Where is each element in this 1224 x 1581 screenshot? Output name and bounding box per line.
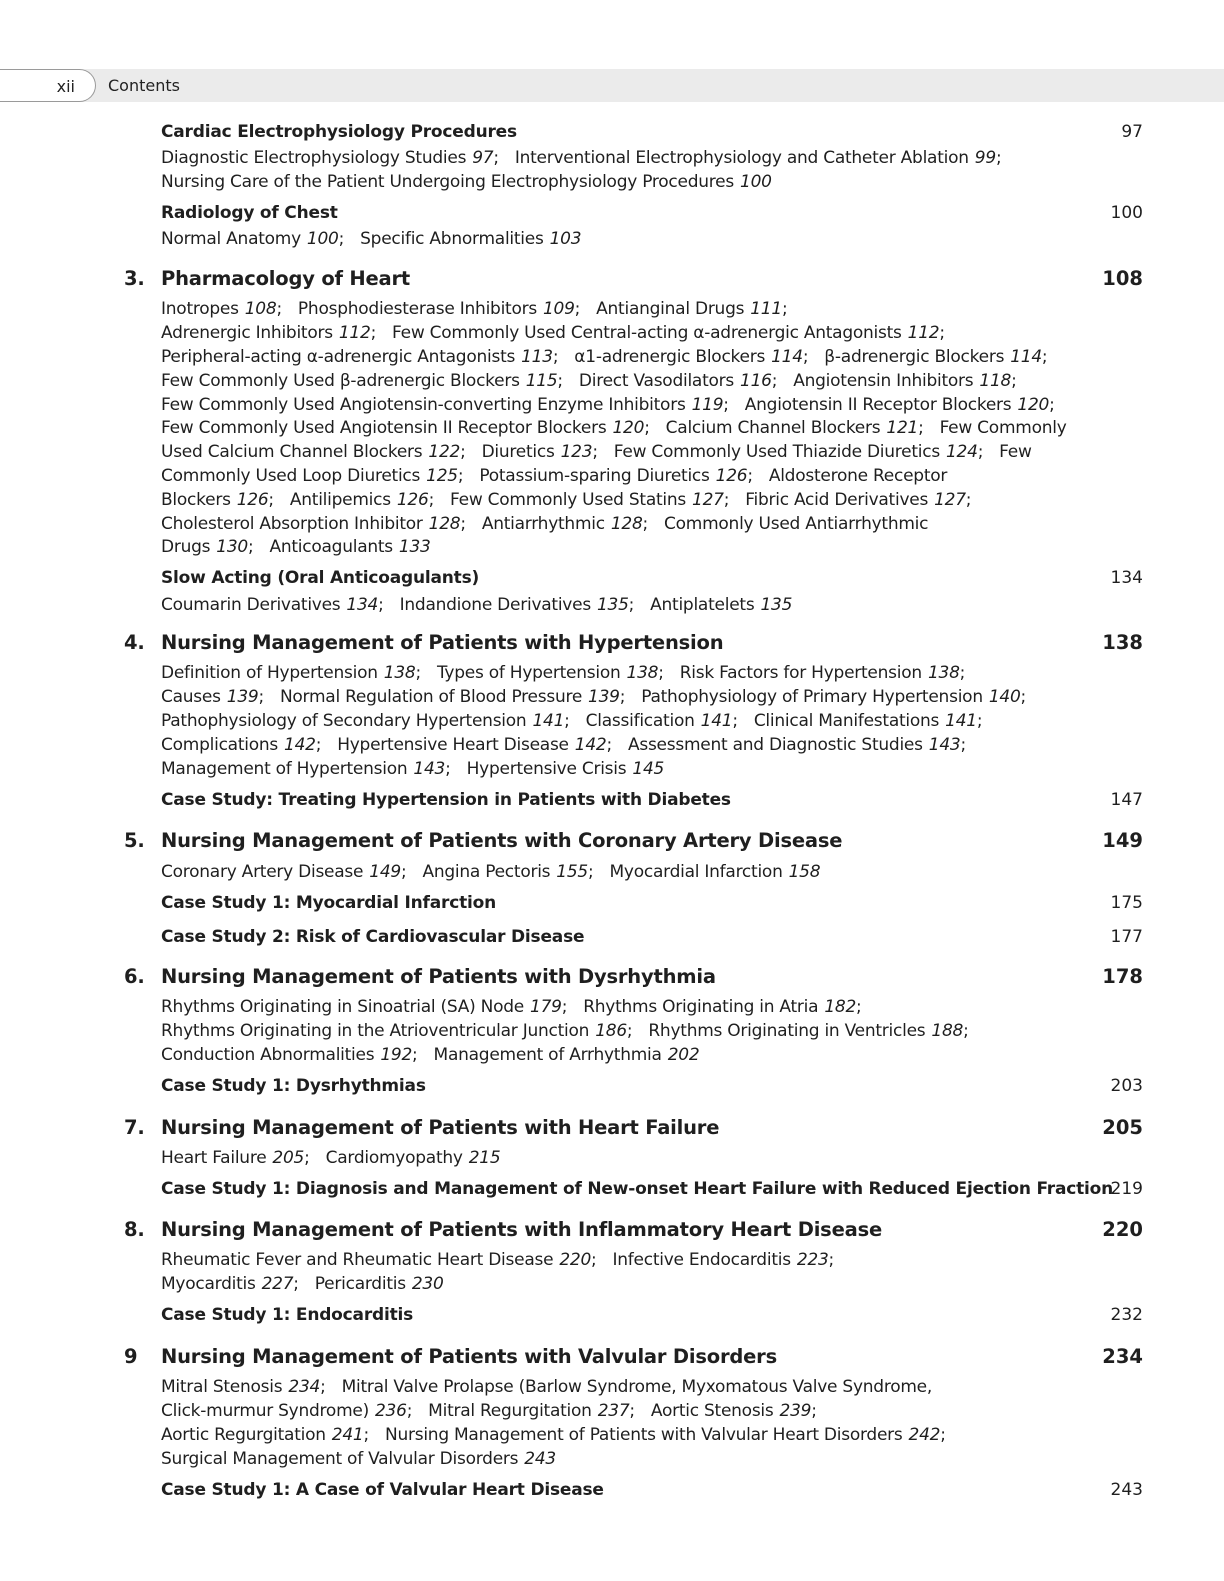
toc-entry-line: [161, 759, 664, 779]
section-title: Case Study 1: A Case of Valvular Heart Disease: [161, 1480, 604, 1500]
toc-entry: Complications 142;: [161, 735, 322, 755]
section-page-number: 175: [1110, 893, 1143, 913]
entry-page-number: 108: [244, 299, 277, 319]
toc-entry: Mitral Stenosis 234;: [161, 1377, 326, 1397]
toc-entry-line: [161, 595, 792, 615]
entry-page-number: 122: [428, 442, 461, 462]
section-title: Radiology of Chest: [161, 203, 338, 223]
entry-page-number: 135: [596, 595, 629, 615]
chapter-page-number: 234: [1102, 1345, 1143, 1368]
entry-page-number: 128: [428, 514, 461, 534]
toc-entry-line: [161, 1425, 946, 1445]
toc-entry: Potassium-sparing Diuretics 126;: [479, 466, 753, 486]
toc-entry: Phosphodiesterase Inhibitors 109;: [297, 299, 581, 319]
toc-entry-line: [161, 735, 966, 755]
chapter-page-number: 138: [1102, 631, 1143, 654]
toc-entry: Antiplatelets 135: [650, 595, 793, 615]
toc-entry: α1-adrenergic Blockers 114;: [574, 347, 809, 367]
section-page-number: 97: [1121, 122, 1143, 142]
entry-page-number: 205: [272, 1148, 305, 1168]
running-head-title: Contents: [108, 76, 180, 95]
toc-entry: Clinical Manifestations 141;: [753, 711, 983, 731]
entry-page-number: 115: [525, 371, 558, 391]
chapter-page-number: 149: [1102, 829, 1143, 852]
toc-entry-line: [161, 663, 965, 683]
toc-entry: Definition of Hypertension 138;: [161, 663, 421, 683]
toc-entry-line: [161, 711, 982, 731]
toc-entry-line: [161, 1401, 817, 1421]
entry-page-number: 234: [288, 1377, 321, 1397]
toc-entry: Commonly Used Loop Diuretics 125;: [161, 466, 464, 486]
section-page-number: 203: [1110, 1076, 1143, 1096]
toc-entry-line: [161, 537, 431, 557]
toc-entry: Commonly Used Antiarrhythmic: [664, 514, 929, 534]
chapter-title: Nursing Management of Patients with Inflammatory Heart Disease: [161, 1218, 883, 1241]
toc-entry: Myocarditis 227;: [161, 1274, 299, 1294]
entry-page-number: 223: [796, 1250, 829, 1270]
toc-entry-line: [161, 514, 928, 534]
toc-entry: Antiarrhythmic 128;: [481, 514, 649, 534]
toc-entry: Angiotensin II Receptor Blockers 120;: [744, 395, 1055, 415]
toc-entry: Conduction Abnormalities 192;: [161, 1045, 418, 1065]
toc-entry: Assessment and Diagnostic Studies 143;: [627, 735, 966, 755]
entry-page-number: 100: [306, 229, 339, 249]
toc-entry: Risk Factors for Hypertension 138;: [679, 663, 966, 683]
toc-entry-line: [161, 862, 820, 882]
toc-entry: Few Commonly Used β-adrenergic Blockers 115;: [161, 371, 563, 391]
section-page-number: 147: [1110, 790, 1143, 810]
toc-entry-line: [161, 466, 947, 486]
entry-page-number: 237: [597, 1401, 630, 1421]
toc-entry-line: [161, 1021, 969, 1041]
toc-entry: Coronary Artery Disease 149;: [161, 862, 407, 882]
chapter-number: 5.: [124, 829, 145, 852]
entry-page-number: 143: [928, 735, 961, 755]
toc-entry: Cholesterol Absorption Inhibitor 128;: [161, 514, 466, 534]
toc-entry: Few Commonly Used Angiotensin-converting Enzyme Inhibitors 119;: [161, 395, 729, 415]
toc-entry: Antilipemics 126;: [289, 490, 435, 510]
chapter-page-number: 108: [1102, 267, 1143, 290]
toc-entry: Causes 139;: [161, 687, 264, 707]
toc-entry-line: [161, 442, 1032, 462]
toc-entry-line: [161, 1377, 932, 1397]
section-title: Case Study 1: Dysrhythmias: [161, 1076, 426, 1096]
section-title: Case Study 1: Endocarditis: [161, 1305, 414, 1325]
entry-page-number: 188: [931, 1021, 964, 1041]
entry-page-number: 116: [740, 371, 772, 391]
entry-page-number: 236: [374, 1401, 407, 1421]
toc-entry: Nursing Management of Patients with Valvular Heart Disorders 242;: [384, 1425, 946, 1445]
toc-entry-line: [161, 323, 945, 343]
entry-page-number: 202: [667, 1045, 700, 1065]
toc-entry: Drugs 130;: [161, 537, 254, 557]
entry-page-number: 186: [595, 1021, 627, 1041]
entry-page-number: 138: [626, 663, 659, 683]
entry-page-number: 99: [974, 148, 996, 168]
section-page-number: 100: [1110, 203, 1143, 223]
entry-page-number: 127: [692, 490, 724, 510]
toc-entry: Normal Regulation of Blood Pressure 139;: [279, 687, 626, 707]
toc-entry: Adrenergic Inhibitors 112;: [161, 323, 377, 343]
entry-page-number: 114: [1010, 347, 1042, 367]
entry-page-number: 133: [398, 537, 431, 557]
section-page-number: 177: [1110, 927, 1143, 947]
chapter-number: 6.: [124, 965, 145, 988]
toc-entry-line: [161, 148, 1001, 168]
toc-entry: Rheumatic Fever and Rheumatic Heart Disease 220;: [161, 1250, 597, 1270]
entry-page-number: 192: [380, 1045, 413, 1065]
entry-page-number: 142: [284, 735, 316, 755]
toc-entry: Direct Vasodilators 116;: [578, 371, 778, 391]
toc-entry: Anticoagulants 133: [269, 537, 431, 557]
section-page-number: 134: [1110, 568, 1143, 588]
toc-entry: Nursing Care of the Patient Undergoing Electrophysiology Procedures 100: [161, 172, 772, 192]
entry-page-number: 142: [574, 735, 607, 755]
chapter-page-number: 220: [1102, 1218, 1143, 1241]
entry-page-number: 125: [426, 466, 458, 486]
toc-entry-line: [161, 1449, 556, 1469]
entry-page-number: 124: [945, 442, 978, 462]
entry-page-number: 138: [383, 663, 416, 683]
toc-entry-line: [161, 1274, 444, 1294]
entry-page-number: 112: [907, 323, 940, 343]
entry-page-number: 139: [588, 687, 620, 707]
entry-page-number: 242: [908, 1425, 941, 1445]
toc-entry: Hypertensive Heart Disease 142;: [337, 735, 612, 755]
entry-page-number: 135: [760, 595, 793, 615]
toc-entry: Diuretics 123;: [481, 442, 598, 462]
toc-entry: Few: [999, 442, 1032, 462]
section-title: Slow Acting (Oral Anticoagulants): [161, 568, 480, 588]
toc-entry: Coumarin Derivatives 134;: [161, 595, 384, 615]
toc-entry: Pathophysiology of Primary Hypertension 140;: [641, 687, 1027, 707]
entry-page-number: 179: [530, 997, 562, 1017]
entry-page-number: 141: [532, 711, 565, 731]
chapter-title: Nursing Management of Patients with Coronary Artery Disease: [161, 829, 843, 852]
entry-page-number: 100: [740, 172, 772, 192]
toc-entry: Few Commonly Used Statins 127;: [450, 490, 730, 510]
entry-page-number: 126: [236, 490, 269, 510]
toc-entry-line: [161, 347, 1047, 367]
section-title: Case Study 2: Risk of Cardiovascular Disease: [161, 927, 585, 947]
entry-page-number: 114: [771, 347, 803, 367]
toc-entry-line: [161, 299, 787, 319]
toc-entry: Rhythms Originating in the Atrioventricular Junction 186;: [161, 1021, 633, 1041]
entry-page-number: 126: [715, 466, 748, 486]
entry-page-number: 112: [338, 323, 371, 343]
section-page-number: 243: [1110, 1480, 1143, 1500]
section-title: Case Study 1: Diagnosis and Management of New-onset Heart Failure with Reduced Ejection Fraction: [161, 1179, 1114, 1199]
toc-entry: Inotropes 108;: [161, 299, 282, 319]
toc-entry: Click-murmur Syndrome) 236;: [161, 1401, 413, 1421]
entry-page-number: 119: [691, 395, 724, 415]
chapter-title: Nursing Management of Patients with Dysrhythmia: [161, 965, 716, 988]
toc-entry-line: [161, 687, 1026, 707]
toc-entry: Antianginal Drugs 111;: [596, 299, 788, 319]
entry-page-number: 141: [700, 711, 733, 731]
toc-entry: Fibric Acid Derivatives 127;: [745, 490, 972, 510]
page-number: xii: [56, 77, 75, 96]
entry-page-number: 243: [524, 1449, 556, 1469]
entry-page-number: 239: [779, 1401, 812, 1421]
toc-entry: Few Commonly Used Thiazide Diuretics 124;: [613, 442, 984, 462]
toc-entry: Calcium Channel Blockers 121;: [665, 418, 924, 438]
toc-entry: Aldosterone Receptor: [768, 466, 948, 486]
entry-page-number: 220: [559, 1250, 592, 1270]
toc-entry-line: [161, 997, 862, 1017]
entry-page-number: 140: [988, 687, 1021, 707]
chapter-title: Nursing Management of Patients with Hypertension: [161, 631, 724, 654]
toc-entry: Types of Hypertension 138;: [436, 663, 664, 683]
entry-page-number: 139: [226, 687, 259, 707]
section-title: Cardiac Electrophysiology Procedures: [161, 122, 517, 142]
entry-page-number: 215: [468, 1148, 501, 1168]
toc-entry: Few Commonly Used Angiotensin II Receptor Blockers 120;: [161, 418, 650, 438]
toc-entry-line: [161, 1045, 699, 1065]
chapter-page-number: 205: [1102, 1116, 1143, 1139]
entry-page-number: 126: [396, 490, 429, 510]
toc-entry: Peripheral-acting α-adrenergic Antagonists 113;: [161, 347, 559, 367]
entry-page-number: 158: [788, 862, 821, 882]
toc-entry: Indandione Derivatives 135;: [399, 595, 635, 615]
entry-page-number: 97: [472, 148, 494, 168]
entry-page-number: 127: [934, 490, 966, 510]
toc-entry-line: [161, 490, 971, 510]
entry-page-number: 130: [216, 537, 248, 557]
entry-page-number: 103: [549, 229, 582, 249]
toc-entry: Aortic Stenosis 239;: [650, 1401, 817, 1421]
toc-entry: Angina Pectoris 155;: [422, 862, 594, 882]
toc-entry: Rhythms Originating in Sinoatrial (SA) Node 179;: [161, 997, 568, 1017]
toc-entry: Interventional Electrophysiology and Catheter Ablation 99;: [514, 148, 1002, 168]
toc-entry: Management of Arrhythmia 202: [433, 1045, 700, 1065]
toc-entry: Rhythms Originating in Ventricles 188;: [648, 1021, 969, 1041]
entry-page-number: 134: [346, 595, 379, 615]
section-title: Case Study 1: Myocardial Infarction: [161, 893, 497, 913]
chapter-title: Pharmacology of Heart: [161, 267, 411, 290]
toc-entry: Specific Abnormalities 103: [360, 229, 582, 249]
toc-entry: Surgical Management of Valvular Disorders 243: [161, 1449, 556, 1469]
chapter-number: 9: [124, 1345, 138, 1368]
toc-entry: Mitral Valve Prolapse (Barlow Syndrome, Myxomatous Valve Syndrome,: [341, 1377, 933, 1397]
entry-page-number: 227: [261, 1274, 294, 1294]
toc-entry-line: [161, 172, 772, 192]
entry-page-number: 149: [369, 862, 401, 882]
section-page-number: 219: [1110, 1179, 1143, 1199]
toc-entry: Diagnostic Electrophysiology Studies 97;: [161, 148, 499, 168]
section-title: Case Study: Treating Hypertension in Patients with Diabetes: [161, 790, 731, 810]
toc-entry: Blockers 126;: [161, 490, 274, 510]
toc-entry: Myocardial Infarction 158: [609, 862, 821, 882]
entry-page-number: 138: [927, 663, 960, 683]
chapter-number: 7.: [124, 1116, 145, 1139]
entry-page-number: 155: [556, 862, 588, 882]
section-page-number: 232: [1110, 1305, 1143, 1325]
entry-page-number: 123: [560, 442, 593, 462]
toc-entry: Hypertensive Crisis 145: [466, 759, 665, 779]
toc-entry: Used Calcium Channel Blockers 122;: [161, 442, 466, 462]
entry-page-number: 241: [331, 1425, 364, 1445]
entry-page-number: 182: [824, 997, 857, 1017]
toc-entry: Few Commonly: [939, 418, 1067, 438]
toc-entry: Management of Hypertension 143;: [161, 759, 451, 779]
toc-entry: β-adrenergic Blockers 114;: [824, 347, 1048, 367]
toc-entry: Angiotensin Inhibitors 118;: [793, 371, 1017, 391]
toc-entry: Pericarditis 230: [314, 1274, 444, 1294]
chapter-page-number: 178: [1102, 965, 1143, 988]
toc-entry: Mitral Regurgitation 237;: [428, 1401, 635, 1421]
toc-entry: Heart Failure 205;: [161, 1148, 310, 1168]
entry-page-number: 141: [945, 711, 977, 731]
entry-page-number: 109: [542, 299, 575, 319]
entry-page-number: 128: [610, 514, 643, 534]
toc-entry-line: [161, 229, 581, 249]
toc-entry-line: [161, 1148, 500, 1168]
chapter-number: 3.: [124, 267, 145, 290]
entry-page-number: 145: [632, 759, 665, 779]
entry-page-number: 143: [413, 759, 446, 779]
toc-entry: Normal Anatomy 100;: [161, 229, 345, 249]
toc-entry-line: [161, 371, 1017, 391]
entry-page-number: 120: [1017, 395, 1050, 415]
chapter-title: Nursing Management of Patients with Heart Failure: [161, 1116, 720, 1139]
entry-page-number: 118: [979, 371, 1012, 391]
entry-page-number: 120: [612, 418, 645, 438]
toc-entry: Few Commonly Used Central-acting α-adrenergic Antagonists 112;: [392, 323, 945, 343]
toc-entry: Infective Endocarditis 223;: [612, 1250, 834, 1270]
chapter-number: 8.: [124, 1218, 145, 1241]
chapter-number: 4.: [124, 631, 145, 654]
chapter-title: Nursing Management of Patients with Valvular Disorders: [161, 1345, 777, 1368]
entry-page-number: 113: [521, 347, 553, 367]
toc-entry: Classification 141;: [585, 711, 738, 731]
entry-page-number: 230: [411, 1274, 444, 1294]
toc-entry: Cardiomyopathy 215: [325, 1148, 501, 1168]
toc-entry-line: [161, 395, 1055, 415]
toc-entry-line: [161, 418, 1067, 438]
toc-entry: Aortic Regurgitation 241;: [161, 1425, 369, 1445]
toc-entry: Rhythms Originating in Atria 182;: [583, 997, 862, 1017]
toc-entry: Pathophysiology of Secondary Hypertension 141;: [161, 711, 570, 731]
entry-page-number: 121: [886, 418, 919, 438]
entry-page-number: 111: [750, 299, 782, 319]
toc-entry-line: [161, 1250, 834, 1270]
